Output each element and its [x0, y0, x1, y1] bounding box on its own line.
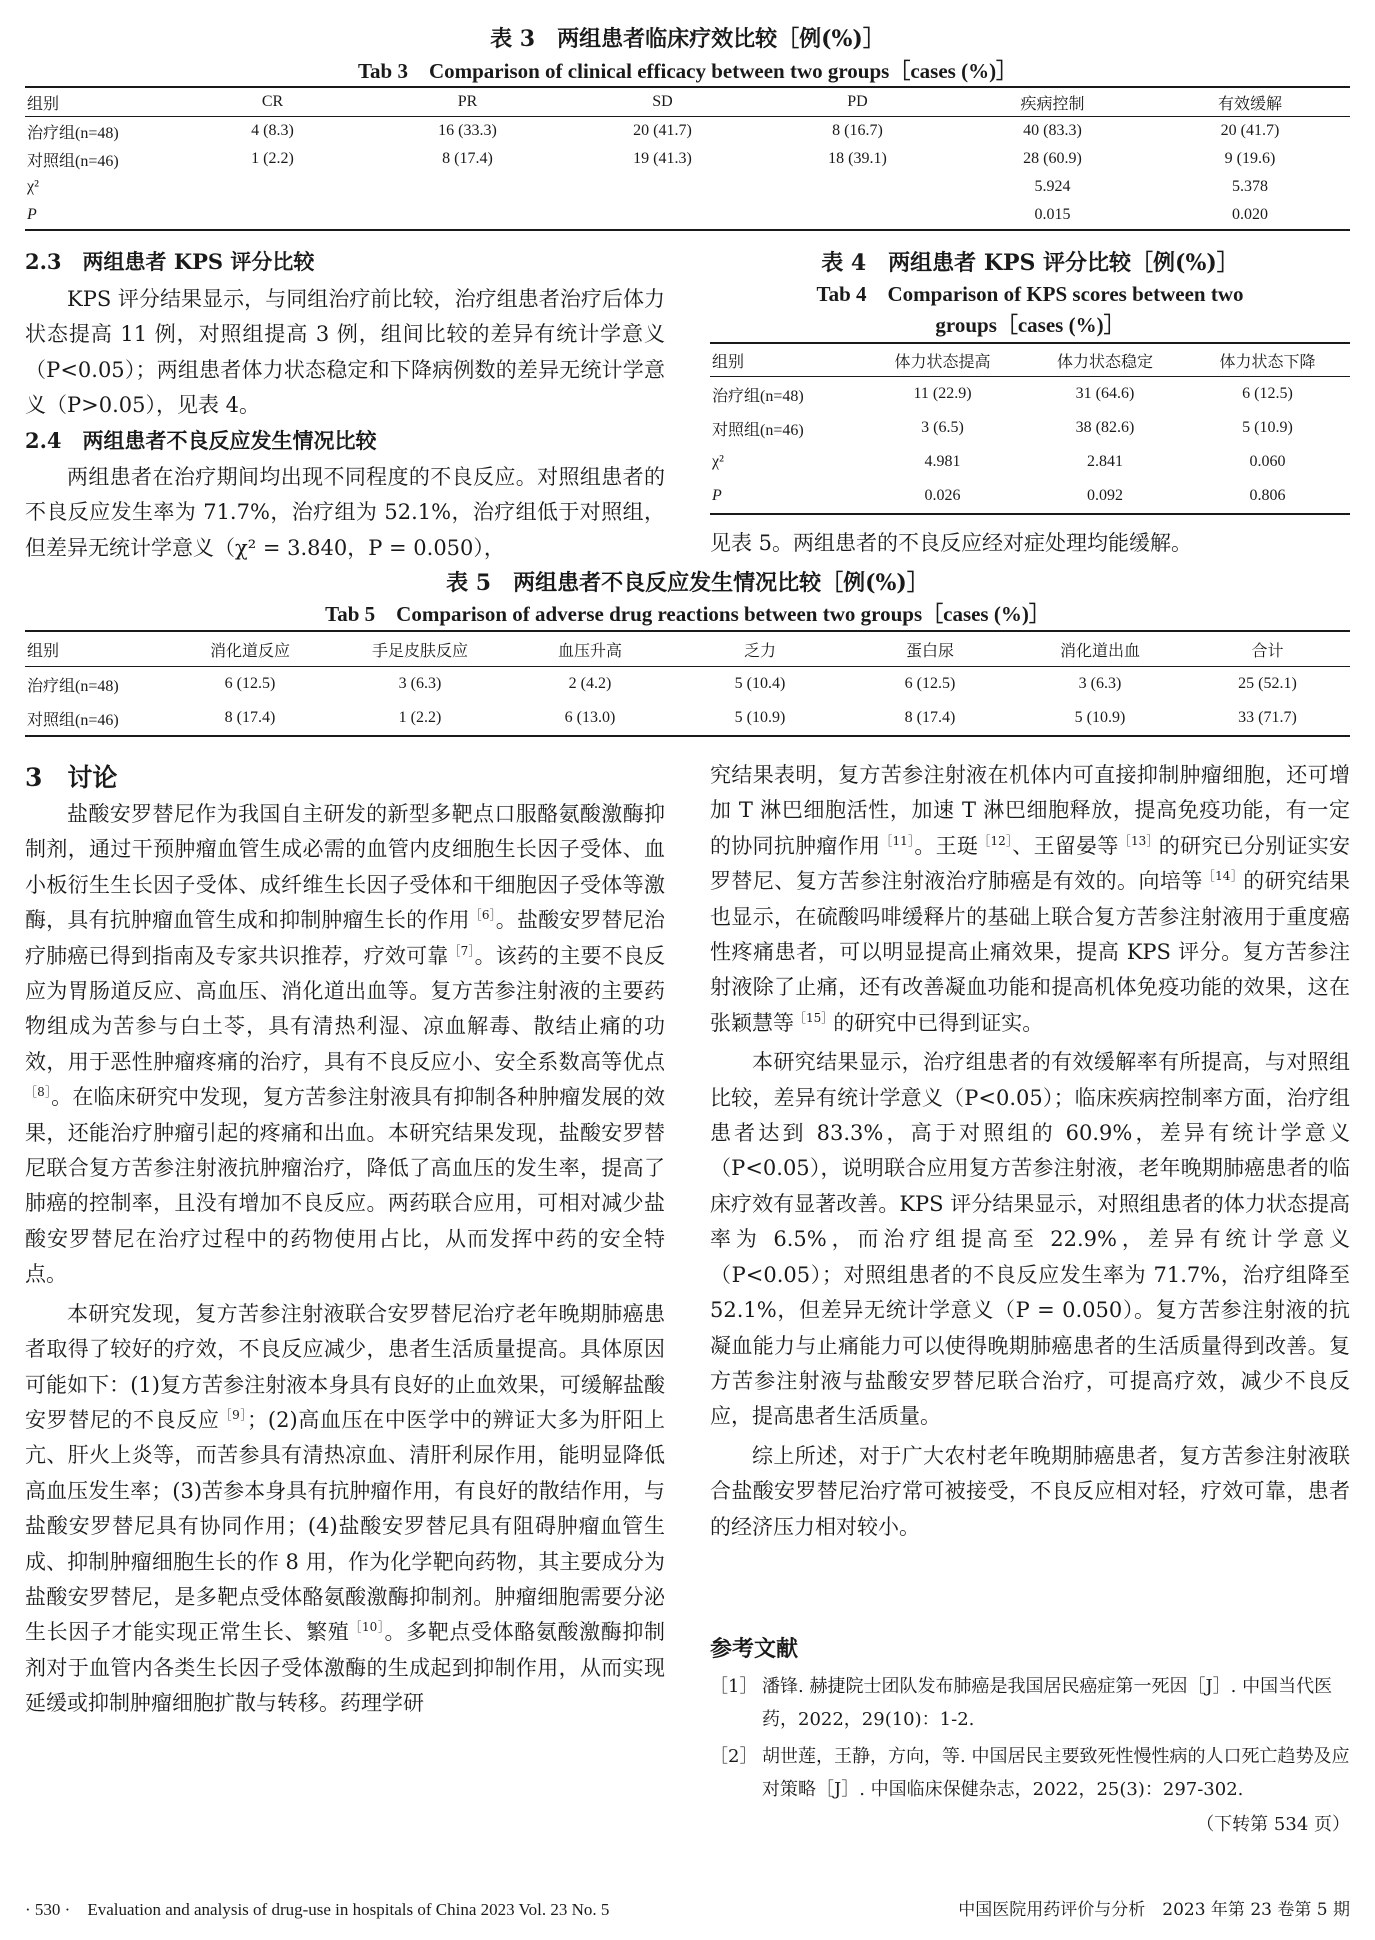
reference-list [710, 1670, 1350, 1841]
table4-caption-cn: 表 4 两组患者 KPS 评分比较［例(%)］ [821, 250, 1239, 276]
table3-header-orr: 有效缓解 [1217, 95, 1282, 113]
reference-item [710, 1740, 1350, 1806]
section-3-left-column [25, 797, 665, 1722]
citation: ［8］ [25, 1085, 52, 1100]
paragraph: 本研究结果显示，治疗组患者的有效缓解率有所提高，与对照组比较，差异有统计学意义（P<0.05）；临床疾病控制率方面，治疗组患者达到 83.3%，高于对照组的 60.9%，差异有统计学意义（P<0.05），说明联合应用复方苦参注射液，老年晚期肺癌患者的临床疗效有显著改善。KPS 评分结果显示，对照组患者的体力状态提高率为 6.5%，而治疗组提高至 22.9%，差异有统计学意义（P<0.05）；对照组患者的不良反应发生率为 71.7%，治疗组降至 52.1%，但差异无统计学意义（P = 0.050）。复方苦参注射液的抗凝血能力与止痛能力可以使得晚期肺癌患者的生活质量得到改善。复方苦参注射液与盐酸安罗替尼联合治疗，可提高疗效，减少不良反应，提高患者生活质量。 [710, 1050, 1350, 1429]
paragraph [25, 1297, 665, 1722]
table4-caption-en-2: groups［cases (%)］ [935, 313, 1125, 337]
table-row [710, 377, 1350, 412]
table-cell: 40 (83.3) [1023, 122, 1082, 139]
table-cell: 16 (33.3) [438, 122, 497, 139]
table-cell [760, 173, 955, 201]
table3-caption-en: Tab 3 Comparison of clinical efficacy between two groups［cases (%)］ [357, 59, 1018, 83]
text-run: 的研究结果也显示，在硫酸吗啡缓释片的基础上联合复方苦参注射液用于重度癌性疼痛患者，可以明显提高止痛效果，提高 KPS 评分。复方苦参注射液除了止痛，还有改善凝血功能和提高机体免疫功能的效果，这在张颖慧等 [710, 869, 1350, 1035]
table3-header-sd: SD [652, 93, 673, 110]
paragraph [25, 797, 665, 1293]
table-cell [175, 173, 370, 201]
footer-left: · 530 · Evaluation and analysis of drug-use in hospitals of China 2023 Vol. 23 No. 5 [25, 1900, 610, 1919]
table-row [710, 479, 1350, 514]
table3-header-group: 组别 [27, 95, 60, 113]
section-3-heading: 3 讨论 [25, 763, 118, 792]
table5-header-gi-bleeding: 消化道出血 [1059, 642, 1140, 660]
table-cell: 对照组(n=46) [712, 421, 804, 439]
table-cell: 对照组(n=46) [27, 152, 119, 170]
section-2-3-heading: 2.3 两组患者 KPS 评分比较 [25, 249, 315, 274]
section-2-4-continuation: 见表 5。两组患者的不良反应经对症处理均能缓解。 [710, 531, 1193, 555]
paragraph: KPS 评分结果显示，与同组治疗前比较，治疗组患者治疗后体力状态提高 11 例，对照组提高 3 例，组间比较的差异有统计学意义（P<0.05）；两组患者体力状态稳定和下降病例数的差异无统计学意义（P>0.05），见表 4。 [25, 287, 665, 418]
text-run: 究结果表明，复方苦参注射液在机体内可直接抑制肿瘤细胞，还可增加 T 淋巴细胞活性，加速 T 淋巴细胞释放，提高免疫功能，有一定的协同抗肿瘤作用 [710, 763, 1350, 858]
table5 [25, 630, 1350, 737]
text-run: 盐酸安罗替尼作为我国自主研发的新型多靶点口服酪氨酸激酶抑制剂，通过干预肿瘤血管生成必需的血管内皮细胞生长因子受体、血小板衍生生长因子受体、成纤维生长因子受体和干细胞因子受体等激酶，具有抗肿瘤血管生成和抑制肿瘤生长的作用 [25, 802, 665, 933]
text-run: 、王留晏等 [1012, 833, 1119, 858]
table-cell: 4 (8.3) [251, 122, 294, 139]
table-cell: 8 (17.4) [904, 709, 956, 726]
citation: ［15］ [794, 1010, 834, 1025]
table-cell: 9 (19.6) [1224, 150, 1276, 167]
reference-number: ［2］ [710, 1746, 758, 1767]
table-cell [175, 201, 370, 230]
text-run: ；(2)高血压在中医学中的辨证大多为肝阳上亢、肝火上炎等，而苦参具有清热凉血、清肝利尿作用，能明显降低高血压发生率；(3)苦参本身具有抗肿瘤作用，有良好的散结作用，与盐酸安罗替尼具有协同作用；(4)盐酸安罗替尼具有阻碍肿瘤血管生成、抑制肿瘤细胞生长的作 8 用，作为化学靶向药物，其主要成分为盐酸安罗替尼，是多靶点受体酪氨酸激酶抑制剂。肿瘤细胞需要分泌生长因子才能实现正常生长、繁殖 [25, 1407, 666, 1645]
table-row [710, 411, 1350, 445]
table-cell [760, 201, 955, 230]
table-cell: 3 (6.3) [1078, 675, 1122, 692]
table-cell: 19 (41.3) [633, 150, 692, 167]
table-cell: 治疗组(n=48) [27, 124, 119, 142]
citation: ［9］ [219, 1407, 247, 1422]
citation: ［14］ [1202, 869, 1244, 884]
text-run: 。盐酸安罗替尼治疗肺癌已得到指南及专家共识推荐，疗效可靠 [25, 908, 666, 968]
table5-header-hypertension: 血压升高 [557, 642, 622, 660]
text-run: 的研究中已得到证实。 [833, 1010, 1044, 1035]
table-row [710, 445, 1350, 479]
table5-caption-en: Tab 5 Comparison of adverse drug reactions between two groups［cases (%)］ [325, 602, 1050, 626]
table3-header-pd: PD [847, 93, 868, 110]
table-cell: 1 (2.2) [251, 150, 294, 167]
table-cell: 38 (82.6) [1075, 419, 1135, 436]
reference-text: 潘锋. 赫捷院士团队发布肺癌是我国居民癌症第一死因［J］. 中国当代医药，2022，29(10)：1-2. [762, 1676, 1333, 1730]
table-cell [370, 201, 565, 230]
reference-text: 胡世莲，王静，方向，等. 中国居民主要致死性慢性病的人口死亡趋势及应对策略［J］. 中国临床保健杂志，2022，25(3)：297-302. [762, 1746, 1350, 1800]
table-row [25, 701, 1350, 736]
table3-header-cr: CR [261, 93, 284, 110]
text-run: 。王珽 [914, 833, 979, 858]
table-cell: P [27, 206, 37, 223]
reference-number: ［1］ [710, 1676, 758, 1697]
citation: ［10］ [349, 1620, 385, 1635]
table-cell: 6 (12.5) [224, 675, 276, 692]
table-cell: 2.841 [1087, 453, 1123, 470]
table-cell: 0.015 [1034, 206, 1071, 223]
table-cell: P [712, 487, 722, 504]
table4-caption-en-1: Tab 4 Comparison of KPS scores between two [816, 282, 1244, 306]
table5-header-fatigue: 乏力 [743, 642, 776, 660]
citation: ［6］ [469, 908, 496, 923]
section-2-4-heading: 2.4 两组患者不良反应发生情况比较 [25, 428, 377, 453]
table-cell: 11 (22.9) [913, 385, 972, 402]
table-cell: 28 (60.9) [1023, 150, 1082, 167]
table-cell: 对照组(n=46) [27, 711, 119, 729]
text-run: 。多靶点受体酪氨酸激酶抑制剂对于血管内各类生长因子受体激酶的生成起到抑制作用，从而实现延缓或抑制肿瘤细胞扩散与转移。药理学研 [25, 1620, 666, 1716]
table-cell: 6 (12.5) [904, 675, 956, 692]
table-cell: 治疗组(n=48) [27, 677, 119, 695]
citation: ［7］ [448, 943, 475, 958]
section-2-4-body [25, 460, 665, 566]
references-heading: 参考文献 [710, 1636, 799, 1662]
table-row [25, 145, 1350, 173]
table-cell: 20 (41.7) [1220, 122, 1280, 139]
table4 [710, 342, 1350, 515]
text-run: 。该药的主要不良反应为胃肠道反应、高血压、消化道出血等。复方苦参注射液的主要药物组成为苦参与白土苓，具有清热利湿、凉血解毒、散结止痛的功效，用于恶性肿瘤疼痛的治疗，具有不良反应小、安全系数高等优点 [25, 943, 666, 1074]
table-row [25, 201, 1350, 230]
table-cell: 6 (13.0) [564, 709, 616, 726]
reference-item [710, 1670, 1350, 1736]
table3-header-pr: PR [457, 93, 478, 110]
table-cell: 31 (64.6) [1075, 385, 1135, 402]
table-cell: 8 (17.4) [442, 150, 493, 167]
section-2-3-body [25, 282, 665, 424]
table-cell: χ² [712, 453, 724, 470]
table-row [25, 173, 1350, 201]
table-cell: 8 (17.4) [224, 709, 276, 726]
table-cell: 0.060 [1249, 453, 1286, 470]
citation: ［13］ [1118, 833, 1159, 848]
table5-header-total: 合计 [1251, 642, 1284, 660]
table5-header-hfsr: 手足皮肤反应 [371, 642, 468, 660]
text-run: 的研究已分别证实安罗替尼、复方苦参注射液治疗肺癌是有效的。向培等 [710, 833, 1351, 894]
table4-header-stable: 体力状态稳定 [1056, 353, 1153, 371]
table-cell [565, 173, 760, 201]
paragraph: 两组患者在治疗期间均出现不同程度的不良反应。对照组患者的不良反应发生率为 71.7%，治疗组为 52.1%，治疗组低于对照组，但差异无统计学意义（χ² = 3.840，P = 0.050）， [25, 465, 665, 560]
table-cell: 4.981 [924, 453, 961, 470]
table-cell [565, 201, 760, 230]
paragraph [710, 758, 1350, 1041]
table-cell: 3 (6.3) [398, 675, 442, 692]
footer-right: 中国医院用药评价与分析 2023 年第 23 卷第 5 期 [958, 1900, 1350, 1920]
table-row [25, 117, 1350, 146]
table4-header-declined: 体力状态下降 [1219, 353, 1316, 371]
text-run: 本研究发现，复方苦参注射液联合安罗替尼治疗老年晚期肺癌患者取得了较好的疗效，不良反应减少，患者生活质量提高。具体原因可能如下：(1)复方苦参注射液本身具有良好的止血效果，可缓解盐酸安罗替尼的不良反应 [25, 1301, 665, 1432]
table-cell: 5 (10.9) [1074, 709, 1126, 726]
table-cell: 5 (10.4) [734, 675, 786, 692]
table-cell: 5.924 [1034, 178, 1071, 195]
table-cell: 0.020 [1232, 206, 1268, 223]
table-cell: 18 (39.1) [828, 150, 887, 167]
table-cell: 0.806 [1249, 487, 1286, 504]
text-run: 。在临床研究中发现，复方苦参注射液具有抑制各种肿瘤发展的效果，还能治疗肿瘤引起的疼痛和出血。本研究结果发现，盐酸安罗替尼联合复方苦参注射液抗肿瘤治疗，降低了高血压的发生率，提高了肺癌的控制率，且没有增加不良反应。两药联合应用，可相对减少盐酸安罗替尼在治疗过程中的药物使用占比，从而发挥中药的安全特点。 [25, 1085, 665, 1287]
table5-header-proteinuria: 蛋白尿 [905, 642, 954, 660]
table-cell: 5 (10.9) [734, 709, 786, 726]
table-cell: 20 (41.7) [633, 122, 692, 139]
table5-caption-cn: 表 5 两组患者不良反应发生情况比较［例(%)］ [446, 570, 929, 596]
continued-note: （下转第 534 页） [1196, 1814, 1350, 1835]
table-cell: 3 (6.5) [921, 419, 964, 436]
table-cell: 0.092 [1087, 487, 1123, 504]
citation: ［11］ [880, 833, 915, 848]
table-cell: 6 (12.5) [1242, 385, 1293, 402]
table-cell: 8 (16.7) [832, 122, 883, 139]
table4-header-improved: 体力状态提高 [894, 353, 991, 371]
table3 [25, 86, 1350, 231]
table3-header-dcr: 疾病控制 [1020, 95, 1085, 113]
table-cell: 25 (52.1) [1238, 675, 1297, 692]
table-cell: 5.378 [1232, 178, 1268, 195]
table-cell: 1 (2.2) [398, 709, 442, 726]
table-cell [370, 173, 565, 201]
table-cell: 33 (71.7) [1238, 709, 1297, 726]
table5-header-group: 组别 [27, 642, 60, 660]
table4-header-group: 组别 [712, 353, 745, 371]
table-cell: χ² [27, 178, 39, 195]
table-cell: 5 (10.9) [1242, 419, 1293, 436]
table3-caption-cn: 表 3 两组患者临床疗效比较［例(%)］ [490, 26, 885, 52]
table-cell: 0.026 [924, 487, 961, 504]
section-3-right-column [710, 758, 1350, 1545]
table-row [25, 667, 1350, 702]
table5-header-gi: 消化道反应 [209, 642, 290, 660]
table-cell: 2 (4.2) [568, 675, 612, 692]
paragraph: 综上所述，对于广大农村老年晚期肺癌患者，复方苦参注射液联合盐酸安罗替尼治疗常可被接受，不良反应相对轻，疗效可靠，患者的经济压力相对较小。 [710, 1443, 1350, 1539]
citation: ［12］ [978, 833, 1013, 848]
table-cell: 治疗组(n=48) [712, 387, 804, 405]
